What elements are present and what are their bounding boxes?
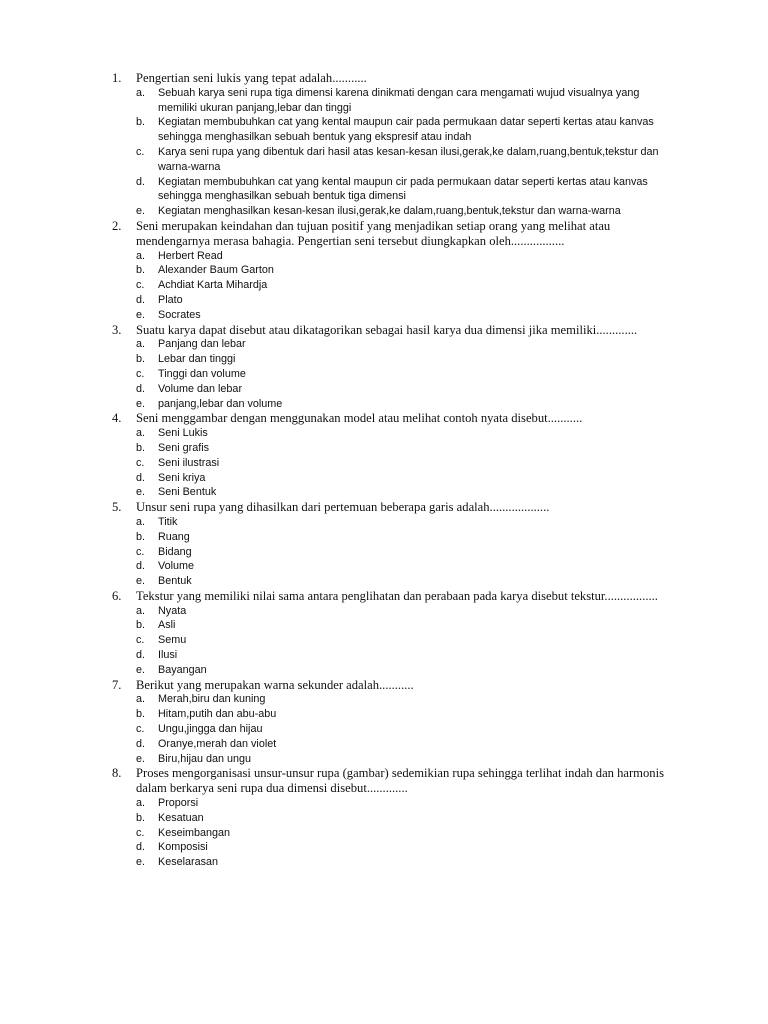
answer-option <box>136 515 672 530</box>
option-letter: c. <box>136 279 145 292</box>
option-letter: b. <box>136 530 146 543</box>
answer-option <box>136 426 672 441</box>
option-letter: a. <box>136 427 146 440</box>
question-text: Berikut yang merupakan warna sekunder adalah........... <box>136 677 414 692</box>
question-item <box>112 500 672 589</box>
option-text: Proporsi <box>158 797 199 810</box>
answer-option <box>136 485 672 500</box>
option-text: Socrates <box>158 308 201 321</box>
option-text: Plato <box>158 293 183 306</box>
answer-option <box>136 175 672 205</box>
option-letter: e. <box>136 752 146 765</box>
option-letter: e. <box>136 397 146 410</box>
option-letter: b. <box>136 708 146 721</box>
answer-option <box>136 722 672 737</box>
answer-option <box>136 840 672 855</box>
question-number: 8. <box>112 766 122 781</box>
question-text: Pengertian seni lukis yang tepat adalah........... <box>136 71 367 85</box>
question-item <box>112 678 672 767</box>
option-letter: d. <box>136 175 146 188</box>
answer-option <box>136 441 672 456</box>
answer-option <box>136 796 672 811</box>
option-letter: c. <box>136 145 145 158</box>
answer-option <box>136 752 672 767</box>
answer-options <box>136 86 672 219</box>
question-item <box>112 411 672 500</box>
answer-option <box>136 308 672 323</box>
option-text: Oranye,merah dan violet <box>158 737 277 750</box>
option-letter: a. <box>136 338 146 351</box>
option-text: Herbert Read <box>158 249 223 262</box>
answer-option <box>136 456 672 471</box>
option-text: Sebuah karya seni rupa tiga dimensi karena dinikmati dengan cara mengamati wujud visualnya yang memiliki ukuran panjang,lebar dan tinggi <box>158 86 640 114</box>
option-text: Semu <box>158 634 187 647</box>
option-text: Seni ilustrasi <box>158 456 220 469</box>
answer-option <box>136 337 672 352</box>
question-number: 5. <box>112 500 122 515</box>
option-letter: d. <box>136 293 146 306</box>
option-letter: b. <box>136 811 146 824</box>
answer-option <box>136 545 672 560</box>
option-text: Achdiat Karta Mihardja <box>158 279 268 292</box>
option-text: Komposisi <box>158 841 208 854</box>
question-text: Suatu karya dapat disebut atau dikatagorikan sebagai hasil karya dua dimensi jika memiliki............. <box>136 322 638 337</box>
option-text: Keselarasan <box>158 856 219 869</box>
question-number: 1. <box>112 71 122 85</box>
option-letter: e. <box>136 486 146 499</box>
answer-options <box>136 604 672 678</box>
option-letter: d. <box>136 382 146 395</box>
option-text: Tinggi dan volume <box>158 367 246 380</box>
answer-option <box>136 367 672 382</box>
answer-options <box>136 796 672 870</box>
answer-option <box>136 115 672 145</box>
question-item <box>112 589 672 678</box>
option-text: Seni grafis <box>158 441 210 454</box>
answer-options <box>136 515 672 589</box>
option-letter: c. <box>136 723 145 736</box>
answer-option <box>136 648 672 663</box>
option-letter: c. <box>136 634 145 647</box>
option-letter: e. <box>136 575 146 588</box>
option-text: Alexander Baum Garton <box>158 264 274 277</box>
question-list <box>112 71 672 870</box>
question-item <box>112 71 672 219</box>
answer-option <box>136 530 672 545</box>
option-text: Ungu,jingga dan hijau <box>158 723 263 736</box>
option-text: Volume dan lebar <box>158 382 243 395</box>
option-letter: e. <box>136 663 146 676</box>
option-text: Seni kriya <box>158 471 206 484</box>
option-text: Bidang <box>158 545 192 558</box>
answer-option <box>136 811 672 826</box>
option-text: Hitam,putih dan abu-abu <box>158 708 277 721</box>
option-text: Kegiatan membubuhkan cat yang kental maupun cair pada permukaan datar seperti kertas atau kanvas sehingga menghasilkan sebuah bentuk yang ekspresif atau indah <box>158 116 654 144</box>
answer-option <box>136 855 672 870</box>
question-text: Tekstur yang memiliki nilai sama antara penglihatan dan perabaan pada karya disebut tekstur................. <box>136 588 658 603</box>
option-text: Kegiatan menghasilkan kesan-kesan ilusi,gerak,ke dalam,ruang,bentuk,tekstur dan warna-warna <box>158 205 621 218</box>
answer-option <box>136 692 672 707</box>
option-text: Bayangan <box>158 663 207 676</box>
option-text: Ruang <box>158 530 190 543</box>
option-text: Ilusi <box>158 649 178 662</box>
question-item <box>112 219 672 323</box>
answer-option <box>136 145 672 175</box>
option-letter: e. <box>136 308 146 321</box>
answer-option <box>136 397 672 412</box>
answer-option <box>136 826 672 841</box>
answer-option <box>136 559 672 574</box>
answer-option <box>136 707 672 722</box>
option-letter: c. <box>136 456 145 469</box>
answer-option <box>136 204 672 219</box>
option-letter: d. <box>136 471 146 484</box>
option-text: Biru,hijau dan ungu <box>158 752 252 765</box>
option-text: Seni Bentuk <box>158 486 217 499</box>
option-letter: b. <box>136 619 146 632</box>
option-letter: e. <box>136 856 146 869</box>
option-text: Seni Lukis <box>158 427 208 440</box>
option-letter: a. <box>136 604 146 617</box>
question-item <box>112 323 672 412</box>
option-text: Keseimbangan <box>158 826 231 839</box>
question-item <box>112 766 672 870</box>
option-text: Volume <box>158 560 195 573</box>
answer-option <box>136 249 672 264</box>
option-text: Nyata <box>158 604 187 617</box>
option-letter: c. <box>136 545 145 558</box>
option-letter: a. <box>136 515 146 528</box>
option-text: Asli <box>158 619 176 632</box>
question-text: Unsur seni rupa yang dihasilkan dari pertemuan beberapa garis adalah................... <box>136 500 550 515</box>
option-letter: b. <box>136 116 146 129</box>
answer-option <box>136 618 672 633</box>
answer-option <box>136 293 672 308</box>
answer-option <box>136 574 672 589</box>
option-letter: d. <box>136 841 146 854</box>
question-number: 6. <box>112 588 122 603</box>
answer-option <box>136 278 672 293</box>
option-letter: d. <box>136 560 146 573</box>
question-text: Seni menggambar dengan menggunakan model atau melihat contoh nyata disebut........... <box>136 411 583 426</box>
answer-option <box>136 471 672 486</box>
option-text: Merah,biru dan kuning <box>158 693 266 706</box>
answer-option <box>136 604 672 619</box>
option-text: Kegiatan membubuhkan cat yang kental maupun cir pada permukaan datar seperti kertas atau kanvas sehingga menghasilkan sebuah bentuk tiga dimensi <box>158 175 648 203</box>
answer-options <box>136 337 672 411</box>
option-letter: e. <box>136 205 146 218</box>
question-number: 4. <box>112 411 122 426</box>
question-number: 2. <box>112 218 122 233</box>
option-letter: a. <box>136 797 146 810</box>
question-text: Proses mengorganisasi unsur-unsur rupa (gambar) sedemikian rupa sehingga terlihat indah dan harmonis dalam berkarya seni rupa dua dimensi disebut............. <box>136 766 664 796</box>
answer-option <box>136 382 672 397</box>
option-letter: d. <box>136 649 146 662</box>
answer-options <box>136 426 672 500</box>
option-letter: a. <box>136 86 146 99</box>
option-text: Kesatuan <box>158 811 204 824</box>
question-number: 3. <box>112 322 122 337</box>
question-text: Seni merupakan keindahan dan tujuan positif yang menjadikan setiap orang yang melihat atau mendengarnya merasa bahagia. Pengertian seni tersebut diungkapkan oleh................. <box>136 218 611 248</box>
question-number: 7. <box>112 677 122 692</box>
option-text: Titik <box>158 515 178 528</box>
option-text: Lebar dan tinggi <box>158 353 236 366</box>
option-text: Karya seni rupa yang dibentuk dari hasil atas kesan-kesan ilusi,gerak,ke dalam,ruang,bentuk,tekstur dan warna-warna <box>158 145 659 173</box>
answer-option <box>136 633 672 648</box>
option-letter: b. <box>136 441 146 454</box>
answer-option <box>136 663 672 678</box>
option-letter: a. <box>136 249 146 262</box>
option-letter: b. <box>136 353 146 366</box>
option-text: Bentuk <box>158 575 192 588</box>
option-text: panjang,lebar dan volume <box>158 397 283 410</box>
answer-option <box>136 352 672 367</box>
option-text: Panjang dan lebar <box>158 338 246 351</box>
option-letter: c. <box>136 367 145 380</box>
option-letter: a. <box>136 693 146 706</box>
answer-option <box>136 737 672 752</box>
option-letter: b. <box>136 264 146 277</box>
option-letter: c. <box>136 826 145 839</box>
answer-option <box>136 86 672 116</box>
answer-options <box>136 249 672 323</box>
option-letter: d. <box>136 737 146 750</box>
answer-options <box>136 692 672 766</box>
answer-option <box>136 263 672 278</box>
